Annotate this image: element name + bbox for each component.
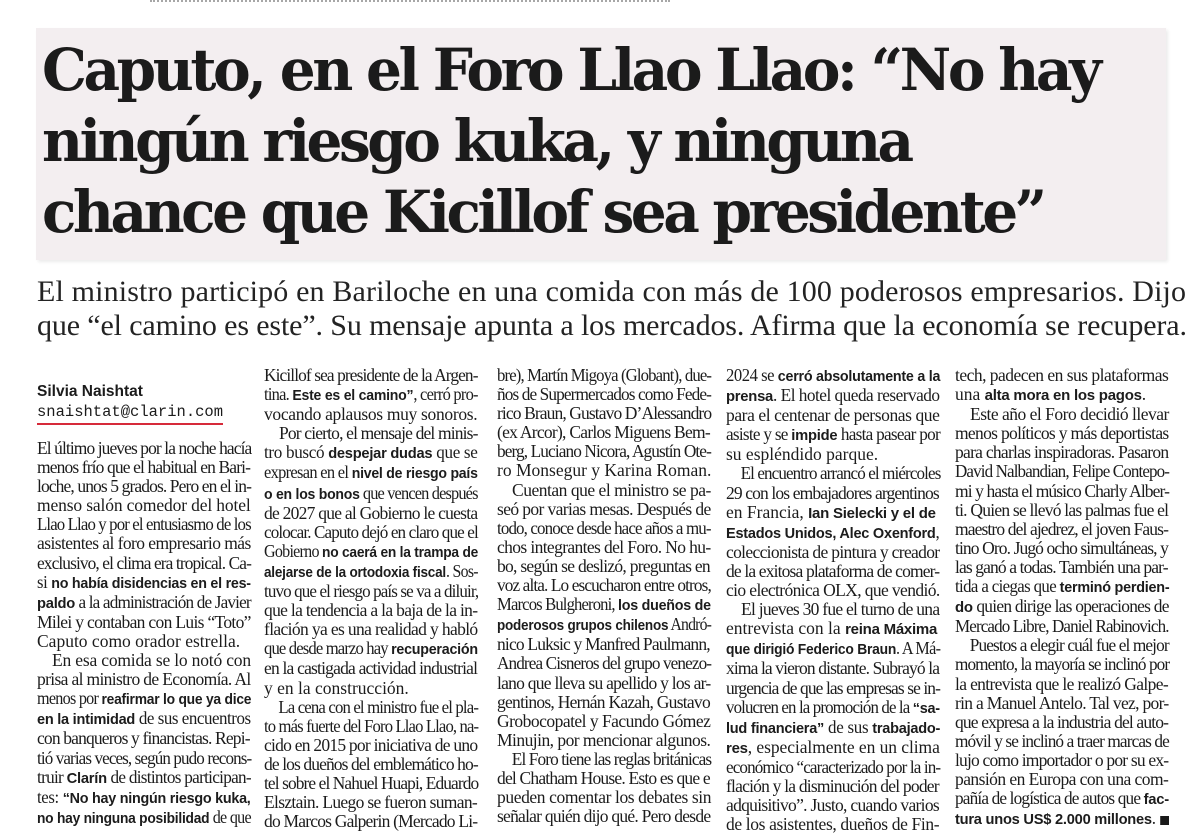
article-text-line — [264, 365, 478, 385]
article-text-line — [37, 747, 252, 768]
text-run: ro Monsegur y Karina Roman. — [497, 460, 712, 481]
article-text-line — [497, 748, 712, 769]
article-text-line — [497, 460, 712, 481]
text-run: La cena con el ministro fue el pla- — [278, 696, 479, 717]
article-text-line — [37, 613, 249, 632]
text-run: tina. — [264, 384, 293, 405]
article-text-line — [955, 675, 1167, 694]
text-run: . — [1151, 808, 1156, 829]
text-run: adquisitivo”. Justo, cuando varios — [726, 795, 940, 816]
text-run: coleccionista de pintura y creador — [726, 541, 940, 562]
text-run: económico “caracterizado por la in- — [726, 756, 941, 777]
text-run: , especialmente en un clima — [747, 736, 940, 757]
text-run: lano que lleva su apellido y los ar- — [497, 672, 711, 693]
bold-text: “No hay ningún riesgo kuka, — [62, 789, 251, 807]
text-run: en la castigada actividad industrial — [264, 658, 478, 679]
article-text-line — [37, 438, 252, 458]
article-text-line — [264, 581, 479, 602]
text-run: de distintos participan- — [106, 766, 251, 787]
article-text-line — [264, 736, 476, 755]
bold-text: terminó perdien- — [1059, 579, 1170, 597]
article-text-line — [955, 482, 1167, 501]
article-text-line — [955, 809, 1162, 829]
bold-text: tura unos US$ 2.000 millones — [955, 811, 1152, 829]
text-run: truir — [37, 766, 67, 787]
text-run: loche, unos 5 grados. Pero en el in- — [37, 476, 252, 497]
article-text-line — [264, 384, 478, 405]
article-text-line — [264, 521, 478, 542]
article-text-line — [726, 659, 938, 678]
text-run: de 2027 que al Gobierno le cuesta — [264, 502, 478, 523]
article-text-line — [955, 405, 1167, 424]
text-run: en Francia, — [726, 501, 809, 522]
text-run: que desde marzo hay — [264, 638, 392, 659]
text-run: seó por varias mesas. Después de — [497, 498, 711, 519]
text-run: El encuentro arrancó el miércoles — [740, 463, 941, 484]
bold-text: paldo — [37, 594, 76, 612]
text-run: su espléndido parque. — [726, 444, 879, 465]
text-run: hasta pasear por — [837, 424, 940, 445]
article-text-line — [955, 424, 1167, 443]
article-text-line — [726, 385, 940, 406]
text-run: Kicillof sea presidente de la Argen- — [264, 365, 478, 385]
article-text-line — [497, 423, 709, 442]
article-text-line — [264, 462, 478, 483]
bold-text: reina Máxima — [845, 621, 938, 639]
text-run: . A Má- — [896, 638, 941, 659]
text-run: Marcos Bulgheroni, — [497, 594, 619, 615]
article-text-line — [726, 619, 938, 639]
article-text-line — [264, 715, 479, 736]
text-run: chos integrantes del Foro. No hu- — [497, 536, 711, 557]
column-body — [955, 365, 1170, 829]
text-run: para charlas inspiradoras. Pasaron — [955, 442, 1169, 463]
text-run: Mercado Libre, Daniel Rabinovich. — [955, 616, 1169, 637]
article-column-3 — [497, 365, 712, 827]
text-run: señalar quién dijo qué. Pero desde — [497, 806, 711, 827]
text-run: menos políticos y más deportistas — [955, 423, 1169, 444]
article-text-line — [726, 796, 938, 815]
text-run: rin a Manuel Antelo. Tal vez, por- — [955, 692, 1169, 713]
column-body — [726, 365, 941, 834]
article-text-line — [726, 581, 938, 600]
article-column-5 — [955, 365, 1170, 829]
text-run: tech, padecen en sus plataformas — [955, 365, 1169, 385]
text-run: Llao Llao y por el entusiasmo de los — [37, 514, 251, 535]
article-text-line — [955, 461, 1170, 482]
text-run: tió varias veces, según pudo recons- — [37, 747, 252, 768]
text-run: voz alta. Lo escucharon entre otros, — [497, 575, 711, 596]
text-run: tino Oro. Jugó ocho simultáneas, y — [955, 537, 1168, 558]
text-run: si — [37, 571, 52, 592]
article-deck — [37, 275, 1187, 343]
article-text-line — [955, 730, 1169, 751]
article-text-line — [497, 731, 709, 750]
article-text-line — [264, 793, 476, 812]
text-run: con banqueros y financistas. Repi- — [37, 728, 250, 749]
article-text-line — [955, 635, 1169, 656]
text-run: cio electrónica OLX, que vendió. — [726, 580, 940, 601]
article-text-line — [37, 766, 251, 788]
text-run: de sus — [824, 716, 873, 737]
article-text-line — [497, 500, 709, 519]
text-run: de sus encuentros — [135, 708, 251, 729]
text-run: bre), Martín Migoya (Globant), due- — [497, 365, 712, 385]
text-run: ños de Supermercados como Fede- — [497, 384, 712, 405]
column-body — [37, 438, 252, 828]
article-text-line — [726, 463, 941, 484]
text-run: para el centenar de personas que — [726, 405, 940, 426]
article-text-line — [37, 476, 252, 497]
text-run: En esa comida se lo notó con — [52, 650, 251, 671]
article-text-line — [264, 696, 479, 717]
text-run: Gobierno — [264, 540, 323, 561]
text-run: pañía de logística de autos que — [955, 788, 1144, 809]
article-text-line — [264, 540, 479, 562]
article-text-line — [497, 481, 709, 500]
text-run: . — [1141, 384, 1147, 405]
text-run: Minujin, por mencionar algunos. — [497, 729, 711, 750]
text-run: do Marcos Galperin (Mercado Li- — [264, 811, 478, 832]
text-run: menos frío que el habitual en Bari- — [37, 457, 251, 478]
article-text-line — [37, 670, 249, 689]
bold-text: no hay ninguna posibilidad — [37, 809, 210, 827]
article-text-line — [497, 403, 712, 424]
bold-text: reafirmar lo que ya dice — [101, 691, 252, 709]
text-run: El jueves 30 fue el turno de una — [741, 599, 940, 620]
article-headline — [42, 35, 1192, 248]
text-run: Milei y contaban con Luis “Toto” — [37, 611, 251, 632]
article-text-line — [264, 772, 479, 793]
article-text-line — [955, 576, 1170, 597]
article-text-line — [497, 365, 712, 385]
text-run: pueden comentar los debates sin — [497, 787, 712, 808]
text-run: 29 con los embajadores argentinos — [726, 482, 939, 503]
article-text-line — [497, 787, 712, 808]
text-run: pansión en Europa con una com- — [955, 768, 1169, 789]
text-run: David Nalbandian, Felipe Contepo- — [955, 461, 1170, 482]
text-run: El Foro tiene las reglas británicas — [511, 748, 712, 769]
text-run: tro buscó — [264, 442, 329, 463]
text-run: lujo como importador o por su ex- — [955, 749, 1169, 770]
bold-text: despejar dudas — [328, 445, 433, 463]
headline-line: Caputo, en el Foro Llao Llao: “No hay — [42, 36, 1099, 104]
text-run: exclusivo, el clima era tropical. Ca- — [37, 552, 251, 573]
text-run: xima la vieron distante. Subrayó la — [726, 658, 940, 679]
text-run: y en la construcción. — [264, 677, 409, 698]
article-text-line — [497, 517, 711, 538]
article-text-line — [264, 812, 476, 831]
text-run: asiste y se — [726, 424, 792, 445]
article-text-line — [726, 677, 941, 698]
text-run: tida a ciegas que — [955, 576, 1060, 597]
article-text-line — [264, 755, 476, 774]
text-run: entrevista con la — [726, 618, 846, 639]
article-column-2 — [264, 365, 479, 832]
text-run: bo, según se deslizó, preguntas en — [497, 555, 710, 576]
bold-text: fac- — [1143, 791, 1169, 809]
text-run: la entrevista que le realizó Galpe- — [955, 673, 1168, 694]
text-run: berg, Luciano Nicora, Agustín Ote- — [497, 441, 711, 462]
bold-text: alejarse de la ortodoxia fiscal — [264, 563, 446, 581]
bold-text: res — [726, 739, 748, 757]
article-text-line — [264, 424, 476, 443]
text-run: tel sobre el Nahuel Huapi, Eduardo — [264, 772, 479, 793]
text-run: las ganó a todas. También una par- — [955, 556, 1168, 577]
article-text-line — [37, 688, 252, 709]
article-text-line — [726, 777, 938, 796]
text-run: menos por — [37, 688, 102, 709]
article-text-line — [37, 571, 251, 593]
text-run: , — [935, 521, 940, 542]
text-run: de la exitosa plataforma de comer- — [726, 560, 940, 581]
text-run: de que — [209, 806, 251, 827]
text-run: Puestos a elegir cuál fue el mejor — [969, 635, 1169, 656]
article-text-line — [264, 504, 476, 523]
text-run: Grobocopatel y Facundo Gómez — [497, 710, 711, 731]
text-run: . Sos- — [445, 560, 478, 581]
bold-text: lud financiera” — [726, 719, 825, 737]
bold-text: trabajado- — [872, 719, 941, 737]
text-run: quien dirige las operaciones de — [972, 596, 1169, 617]
article-text-line — [37, 514, 251, 535]
text-run: expresan en el — [264, 462, 352, 483]
text-run: flación ya es una realidad y habló — [264, 619, 478, 640]
article-text-line — [726, 406, 938, 425]
article-text-line — [955, 770, 1167, 789]
text-run: (ex Arcor), Carlos Miguens Bem- — [497, 422, 710, 443]
article-text-line — [726, 424, 940, 445]
text-run: Cuentan que el ministro se pa- — [512, 479, 711, 500]
bold-text: Estados Unidos, Alec Oxenford — [726, 524, 936, 542]
text-run: , cerró pro- — [413, 384, 478, 405]
article-text-line — [497, 635, 709, 654]
article-text-line — [497, 594, 711, 615]
article-text-line — [497, 807, 709, 826]
bold-text: los dueños de — [618, 597, 711, 615]
text-run: momento, la mayoría se inclinó por — [955, 654, 1170, 675]
text-run: gentinos, Hernán Kazah, Gustavo — [497, 691, 710, 712]
article-text-line — [497, 614, 712, 635]
text-run: Por cierto, el mensaje del minis- — [279, 423, 478, 444]
article-text-line — [264, 638, 478, 659]
article-text-line — [726, 503, 938, 523]
article-text-line — [37, 708, 251, 729]
bold-text: que dirigió Federico Braun — [726, 641, 897, 659]
article-text-line — [726, 756, 941, 777]
author-name: Silvia Naishtat — [37, 383, 143, 400]
bold-text: o en los bonos — [264, 485, 360, 503]
article-column-1 — [37, 366, 252, 827]
article-text-line — [726, 638, 941, 659]
article-text-line — [955, 596, 1169, 617]
article-text-line — [264, 679, 476, 698]
article-text-line — [264, 442, 478, 463]
bold-text: alta mora en los pagos — [984, 387, 1142, 405]
text-run: una — [955, 384, 985, 405]
page-top-edge — [150, 0, 670, 7]
headline-line: ningún riesgo kuka, y ninguna — [42, 107, 911, 175]
text-run: urgencia de que las empresas se in- — [726, 677, 941, 698]
bold-text: Clarín — [66, 769, 107, 787]
article-text-line — [955, 558, 1167, 577]
article-text-line — [726, 445, 938, 464]
text-run: que se — [432, 442, 478, 463]
article-text-line — [726, 365, 941, 386]
text-run: cido en 2015 por iniciativa de uno — [264, 734, 478, 755]
article-text-line — [497, 575, 711, 596]
bold-text: Este es el camino” — [292, 387, 414, 405]
text-run: de los dueños del emblemático ho- — [264, 753, 478, 774]
article-text-line — [726, 521, 940, 543]
text-run: del Chatham House. Esto es que e — [497, 767, 710, 788]
text-run: flación y la disminución del poder — [726, 775, 939, 796]
text-run: móvil y se inclinó a traer marcas de — [955, 730, 1169, 751]
article-text-line — [726, 738, 938, 758]
article-text-line — [955, 788, 1169, 809]
text-run: volucren en la promoción de la — [726, 696, 913, 717]
article-text-line — [37, 552, 251, 573]
article-text-line — [955, 366, 1167, 385]
author-email[interactable]: snaishtat@clarin.com — [37, 403, 223, 425]
bold-text: recuperación — [391, 641, 478, 659]
article-text-line — [955, 694, 1167, 713]
text-run: que expresa a la industria del auto- — [955, 711, 1169, 732]
text-run: rico Braun, Gustavo D’Alessandro — [497, 403, 712, 424]
article-text-line — [497, 674, 709, 693]
text-run: to más fuerte del Foro Llao Llao, na- — [264, 715, 479, 736]
article-text-line — [497, 712, 709, 731]
bold-text: impide — [791, 427, 838, 445]
text-run: que vencen después — [359, 482, 478, 503]
text-run: Andrea Cisneros del grupo venezo- — [497, 653, 712, 674]
article-column-4 — [726, 365, 941, 834]
article-text-line — [955, 713, 1167, 732]
article-text-line — [264, 482, 478, 504]
text-run: tuvo que el riesgo país se va a diluir, — [264, 581, 479, 602]
text-run: tes: — [37, 786, 63, 807]
column-body — [264, 365, 479, 832]
article-text-line — [955, 385, 1167, 405]
article-text-line — [497, 693, 709, 712]
article-text-line — [497, 384, 712, 405]
article-text-line — [726, 543, 938, 562]
bold-text: “sa- — [912, 699, 940, 717]
text-run: prisa al ministro de Economía. Al — [37, 669, 251, 690]
text-run: Andró- — [668, 614, 712, 635]
article-text-line — [37, 534, 249, 553]
text-run: 2024 se — [726, 365, 778, 385]
article-text-line — [726, 600, 938, 619]
text-run: . El hotel queda reservado — [773, 385, 940, 406]
article-text-line — [497, 441, 711, 462]
headline-line: chance que Kicillof sea presidente” — [42, 178, 1044, 246]
article-text-line — [726, 562, 938, 581]
column-body — [497, 365, 712, 827]
article-text-line — [264, 560, 478, 582]
article-text-line — [37, 651, 249, 670]
text-run: Este año el Foro decidió llevar — [970, 404, 1169, 425]
article-text-line — [264, 601, 476, 620]
article-text-line — [497, 769, 709, 788]
bold-text: do — [955, 599, 973, 617]
article-text-line — [264, 659, 476, 678]
text-run: ti. Quien se llevó las palmas fue el — [955, 499, 1169, 520]
bold-text: prensa — [726, 388, 774, 406]
article-text-line — [955, 520, 1167, 539]
bold-text: en la intimidad — [37, 711, 136, 729]
article-text-line — [264, 620, 476, 639]
text-run: que la tendencia a la baja de la in- — [264, 600, 478, 621]
bold-text: cerró absolutamente a la — [777, 368, 941, 385]
article-text-line — [264, 405, 476, 424]
article-text-line — [955, 654, 1170, 675]
bold-text: no caerá en la trampa de — [322, 543, 479, 561]
article-text-line — [497, 538, 709, 557]
article-text-line — [726, 716, 941, 738]
article-text-line — [726, 696, 940, 718]
text-run: colocar. Caputo dejó en claro que el — [264, 521, 478, 542]
article-text-line — [37, 496, 249, 515]
deck-line: El ministro participó en Bariloche en una comida con más de 100 poderosos empresarios. Dijo — [37, 275, 1187, 308]
article-text-line — [37, 786, 251, 808]
text-run: maestro del ajedrez, el joven Faus- — [955, 518, 1169, 539]
article-text-line — [37, 591, 251, 613]
bold-text: Ian Sielecki y el de — [808, 504, 936, 522]
text-run: El último jueves por la noche hacía — [37, 438, 252, 458]
article-text-line — [955, 501, 1167, 520]
article-text-line — [497, 653, 712, 674]
article-text-line — [955, 751, 1167, 770]
bold-text: nivel de riesgo país — [351, 465, 478, 483]
text-run: Caputo como orador estrella. — [37, 630, 241, 651]
text-run: a la administración de Javier — [75, 591, 251, 612]
text-run: todo, conoce desde hace años a mu- — [497, 517, 711, 538]
deck-line: que “el camino es este”. Su mensaje apunta a los mercados. Afirma que la economía se recupera. — [37, 309, 1187, 342]
text-run: nico Luksic y Manfred Paulmann, — [497, 634, 710, 655]
article-text-line — [37, 632, 249, 651]
article-text-line — [497, 557, 709, 576]
bold-text: poderosos grupos chilenos — [497, 617, 669, 635]
text-run: menso salón comedor del hotel — [37, 495, 251, 516]
article-text-line — [37, 729, 249, 748]
article-text-line — [726, 484, 938, 503]
article-text-line — [37, 458, 249, 477]
text-run: mi y hasta el músico Charly Alber- — [955, 480, 1169, 501]
text-run: de los asistentes, dueños de Fin- — [726, 814, 940, 834]
bold-text: no había disidencias en el res- — [51, 574, 251, 592]
article-text-line — [955, 539, 1167, 558]
article-text-line — [955, 616, 1169, 637]
text-run: asistentes al foro empresario más — [37, 533, 251, 554]
article-text-line — [955, 443, 1167, 462]
text-run: vocando aplausos muy sonoros. — [264, 404, 478, 425]
text-run: Elsztain. Luego se fueron suman- — [264, 792, 478, 813]
